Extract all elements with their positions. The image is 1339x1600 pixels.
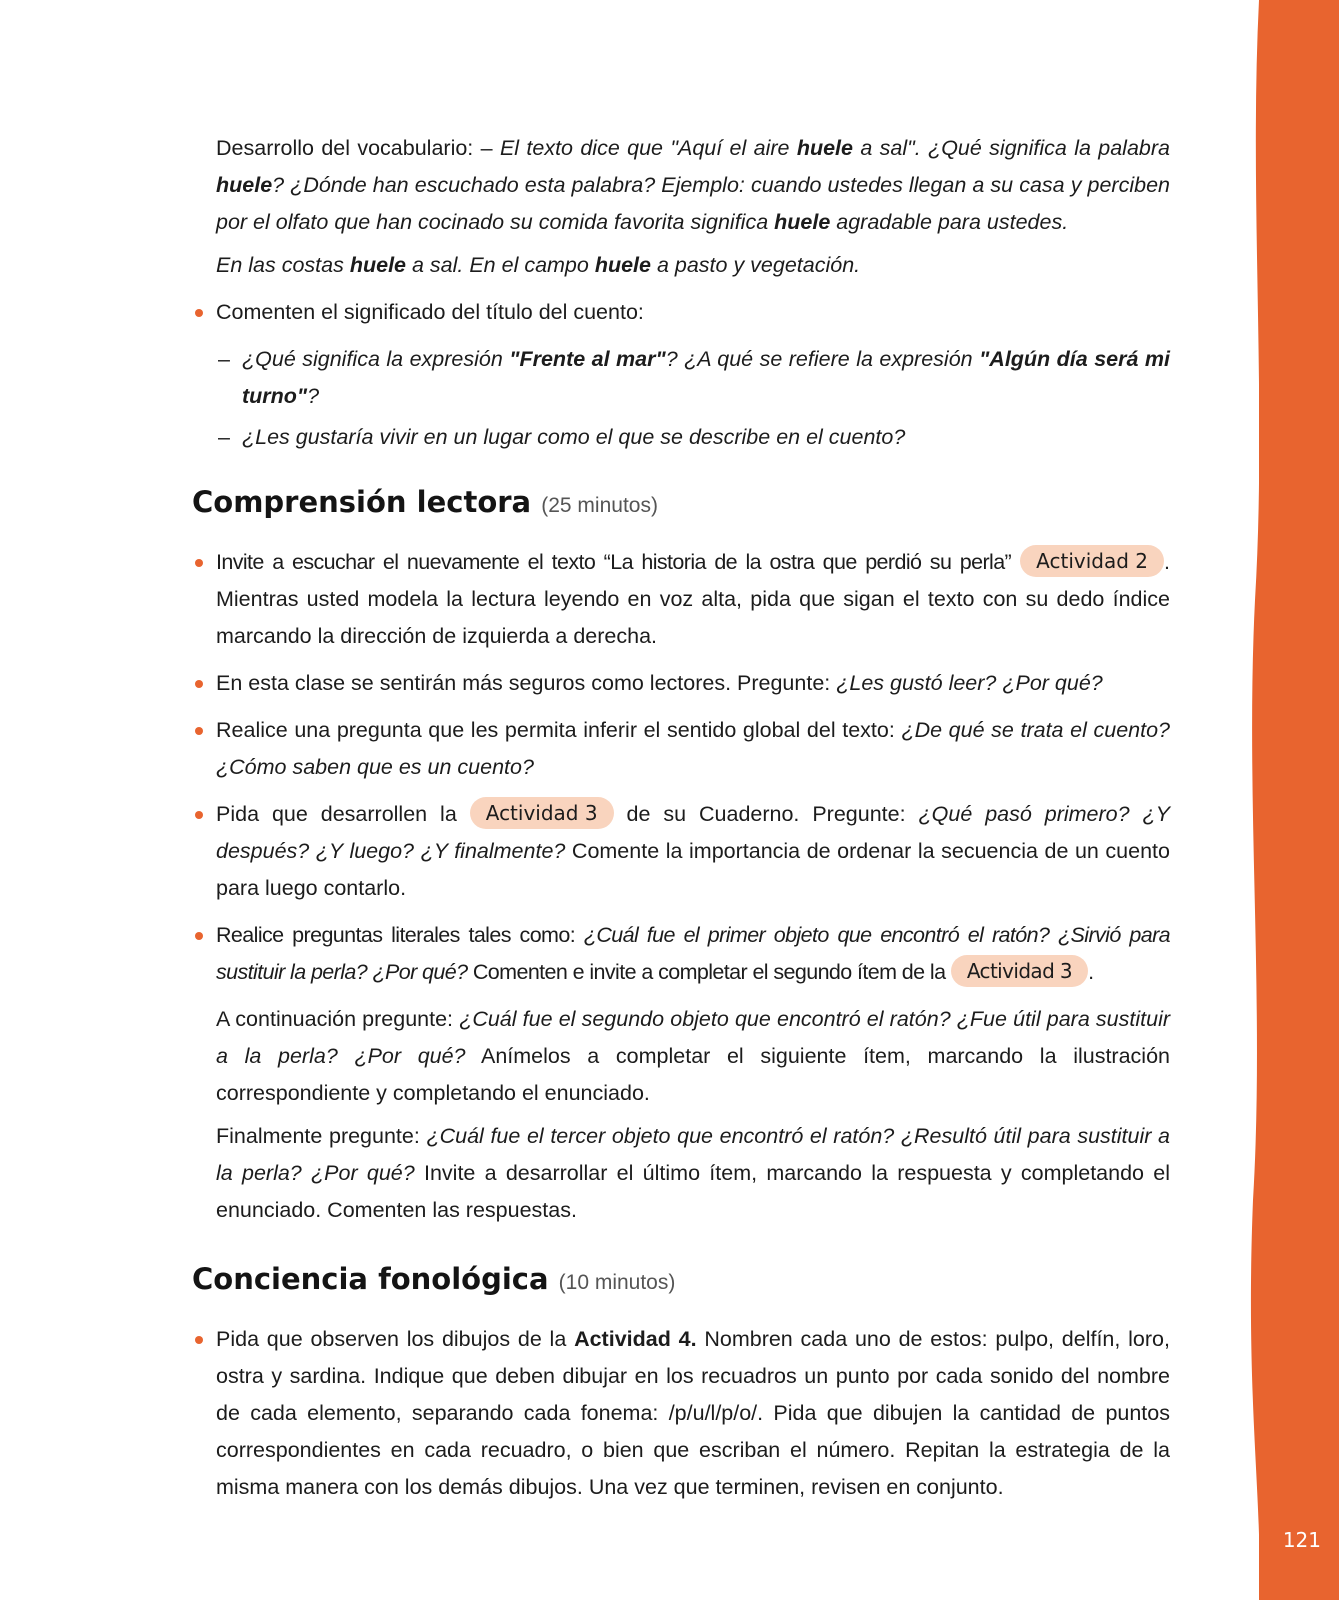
sub-question: – ¿Qué significa la expresión "Frente al mar"? ¿A qué se refiere la expresión "Algún día será mi turno"?: [218, 347, 1170, 408]
activity-badge: Actividad 3: [470, 797, 614, 829]
list-item: Invite a escuchar el nuevamente el texto “La historia de la ostra que perdió su perla” Actividad 2 . Mientras usted modela la lectura leyendo en voz alta, pida que sigan el texto con su dedo índice marcando la dirección de izquierda a derecha.: [216, 544, 1170, 655]
section-heading-conciencia: Conciencia fonológica (10 minutos): [192, 1262, 676, 1296]
list-item: Pida que desarrollen la Actividad 3 de su Cuaderno. Pregunte: ¿Qué pasó primero? ¿Y después? ¿Y luego? ¿Y finalmente? Comente la importancia de ordenar la secuencia de un cuento para luego contarlo.: [216, 796, 1170, 907]
list-item: Realice preguntas literales tales como: ¿Cuál fue el primer objeto que encontró el ratón? ¿Sirvió para sustituir la perla? ¿Por qué? Comenten e invite a completar el segundo ítem de la Actividad 3 .: [216, 917, 1170, 991]
list-item: Realice una pregunta que les permita inferir el sentido global del texto: ¿De qué se trata el cuento? ¿Cómo saben que es un cuento?: [216, 712, 1170, 786]
list-item: Pida que observen los dibujos de la Actividad 4. Nombren cada uno de estos: pulpo, delfín, loro, ostra y sardina. Indique que deben dibujar en los recuadros un punto por cada sonido del nombre de cada elemento, separando cada fonema: /p/u/l/p/o/. Pida que dibujen la cantidad de puntos correspondientes en cada recuadro, o bien que escriban el número. Repitan la estrategia de la misma manera con los demás dibujos. Una vez que terminen, revisen en conjunto.: [216, 1321, 1170, 1506]
vocabulary-example: En las costas huele a sal. En el campo huele a pasto y vegetación.: [216, 253, 861, 277]
section-heading-comprension: Comprensión lectora (25 minutos): [192, 485, 658, 519]
sub-question: – ¿Les gustaría vivir en un lugar como el que se describe en el cuento?: [218, 425, 906, 449]
follow-up-paragraph: Finalmente pregunte: ¿Cuál fue el tercer objeto que encontró el ratón? ¿Resultó útil para sustituir a la perla? ¿Por qué? Invite a desarrollar el último ítem, marcando la respuesta y completando el enunciado. Comenten las respuestas.: [216, 1124, 1171, 1222]
follow-up-paragraph: A continuación pregunte: ¿Cuál fue el segundo objeto que encontró el ratón? ¿Fue útil para sustituir a la perla? ¿Por qué? Anímelos a completar el siguiente ítem, marcando la ilustración correspondiente y completando el enunciado.: [216, 1007, 1171, 1105]
orange-side-band: [1259, 0, 1339, 1600]
activity-badge: Actividad 3: [951, 955, 1088, 987]
list-item: En esta clase se sentirán más seguros como lectores. Pregunte: ¿Les gustó leer? ¿Por qué?: [216, 665, 1170, 702]
page-number: 121: [1282, 1528, 1321, 1552]
activity-badge: Actividad 2: [1020, 545, 1164, 577]
list-item: Comenten el significado del título del cuento:: [216, 294, 1170, 331]
wavy-edge: [1245, 0, 1269, 1600]
vocabulary-label: Desarrollo del vocabulario: –: [216, 136, 500, 160]
vocabulary-paragraph: Desarrollo del vocabulario: – El texto dice que "Aquí el aire huele a sal". ¿Qué significa la palabra huele? ¿Dónde han escuchado esta palabra? Ejemplo: cuando ustedes llegan a su casa y perciben por el olfato que han cocinado su comida favorita significa huele agradable para ustedes.: [216, 136, 1170, 234]
section-duration: (10 minutos): [558, 1271, 676, 1294]
section-duration: (25 minutos): [541, 494, 658, 517]
page-content: [192, 130, 1170, 1516]
